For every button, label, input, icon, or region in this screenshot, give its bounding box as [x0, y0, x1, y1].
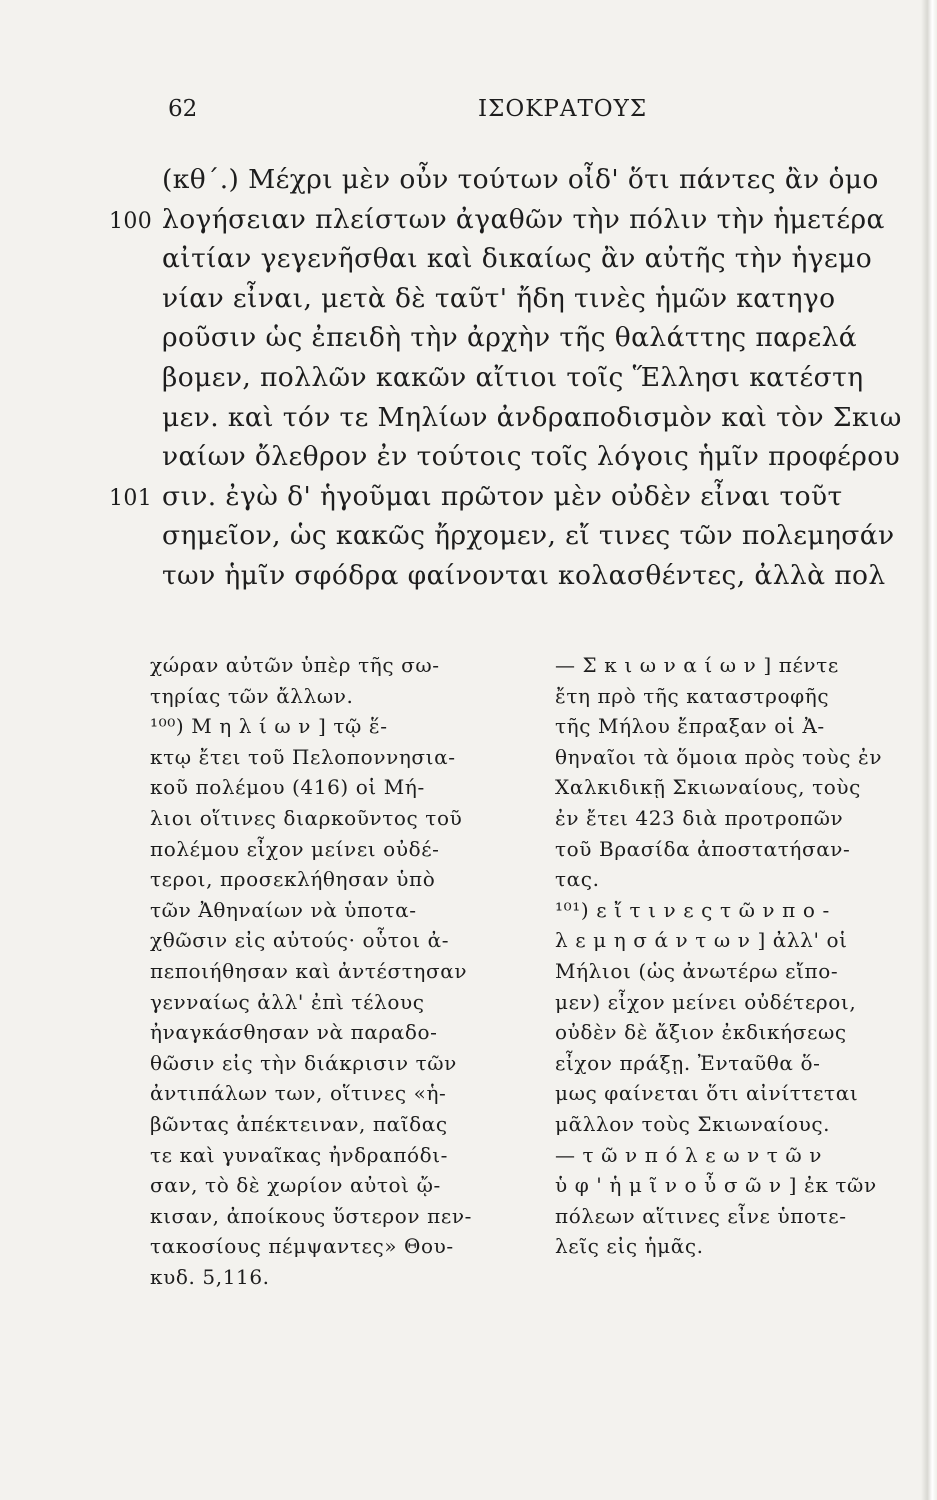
footnote-line: εἶχον πράξῃ. Ἐνταῦθα ὅ-	[555, 1050, 821, 1075]
main-text-line-content: σιν. ἐγὼ δ' ἡγοῦμαι πρῶτον μὲν οὐδὲν εἶναι τοῦτ	[162, 480, 843, 512]
footnotes-left-column	[150, 650, 520, 1292]
footnote-line: ἔτη πρὸ τῆς καταστροφῆς	[555, 683, 830, 708]
footnote-line: — τ ῶ ν π ό λ ε ω ν τ ῶ ν	[555, 1142, 823, 1167]
footnote-line: ἀντιπάλων των, οἵτινες «ἡ-	[150, 1081, 447, 1106]
main-text-line	[109, 477, 924, 517]
footnote-line: ἐν ἔτει 423 διὰ προτροπῶν	[555, 805, 844, 830]
footnote-line: χθῶσιν εἰς αὐτούς· οὗτοι ἀ-	[150, 928, 450, 953]
footnote-line: πεποιήθησαν καὶ ἀντέστησαν	[150, 958, 468, 983]
main-text-line: νίαν εἶναι, μετὰ δὲ ταῦτ' ἤδη τινὲς ἡμῶν κατηγο	[162, 282, 836, 314]
footnote-line: τῶν Ἀθηναίων νὰ ὑποτα-	[150, 897, 417, 922]
margin-note-number-100: 100	[109, 208, 153, 234]
footnote-line: ¹⁰⁰) Μ η λ ί ω ν ] τῷ ἕ-	[150, 714, 388, 739]
margin-note-number-101: 101	[109, 485, 153, 511]
footnote-line: πόλεων αἵτινες εἶνε ὑποτε-	[555, 1203, 847, 1228]
footnote-line: μεν) εἶχον μείνει οὐδέτεροι,	[555, 989, 857, 1014]
main-text-line: ναίων ὄλεθρον ἐν τούτοις τοῖς λόγοις ἡμῖν προφέρου	[162, 441, 901, 473]
footnote-line: κτῳ ἔτει τοῦ Πελοποννησια-	[150, 744, 456, 769]
footnote-line: σαν, τὸ δὲ χωρίον αὐτοὶ ᾤ-	[150, 1173, 441, 1198]
footnote-line: θηναῖοι τὰ ὅμοια πρὸς τοὺς ἐν	[555, 744, 883, 769]
footnote-line: Χαλκιδικῇ Σκιωναίους, τοὺς	[555, 775, 861, 800]
running-head: ΙΣΟΚΡΑΤΟΥΣ	[478, 96, 648, 122]
page-header	[168, 96, 728, 136]
footnote-line: λιοι οἵτινες διαρκοῦντος τοῦ	[150, 805, 463, 830]
main-text-line: βομεν, πολλῶν κακῶν αἴτιοι τοῖς Ἕλλησι κατέστη	[162, 361, 864, 393]
main-text-line	[109, 200, 924, 240]
footnote-line: Μήλιοι (ὡς ἀνωτέρω εἴπο-	[555, 958, 839, 983]
footnote-line: οὐδὲν δὲ ἄξιον ἐκδικήσεως	[555, 1020, 847, 1045]
main-text-line: των ἡμῖν σφόδρα φαίνονται κολασθέντες, ἀλλὰ πολ	[162, 559, 886, 591]
footnote-line: μως φαίνεται ὅτι αἰνίττεται	[555, 1081, 859, 1106]
footnote-line: γενναίως ἀλλ' ἐπὶ τέλους	[150, 989, 425, 1014]
footnote-line: πολέμου εἶχον μείνει οὐδέ-	[150, 836, 440, 861]
footnote-line: βῶντας ἀπέκτειναν, παῖδας	[150, 1111, 448, 1136]
main-text-line: ροῦσιν ὡς ἐπειδὴ τὴν ἀρχὴν τῆς θαλάττης παρελά	[162, 322, 858, 354]
footnote-line: τῆς Μήλου ἔπραξαν οἱ Ἀ-	[555, 714, 825, 739]
footnote-line: τε καὶ γυναῖκας ἠνδραπόδι-	[150, 1142, 449, 1167]
footnote-line: τας.	[555, 867, 600, 892]
footnote-line: λ ε μ η σ ά ν τ ω ν ] ἀλλ' οἱ	[555, 928, 848, 953]
footnote-line: κισαν, ἀποίκους ὕστερον πεν-	[150, 1203, 472, 1228]
footnote-line: χώραν αὐτῶν ὑπὲρ τῆς σω-	[150, 653, 440, 677]
footnote-line: θῶσιν εἰς τὴν διάκρισιν τῶν	[150, 1050, 457, 1075]
footnote-line: ὑ φ ' ἡ μ ῖ ν ο ὖ σ ῶ ν ] ἐκ τῶν	[555, 1173, 877, 1198]
footnote-line: λεῖς εἰς ἡμᾶς.	[555, 1234, 704, 1259]
footnote-line: κυδ. 5,116.	[150, 1264, 270, 1289]
footnote-line: μᾶλλον τοὺς Σκιωναίους.	[555, 1111, 831, 1136]
footnote-line: ἠναγκάσθησαν νὰ παραδο-	[150, 1020, 438, 1045]
footnotes-right-column	[555, 650, 927, 1262]
footnote-line: τηρίας τῶν ἄλλων.	[150, 683, 354, 708]
footnote-line: ¹⁰¹) ε ἴ τ ι ν ε ς τ ῶ ν π ο -	[555, 897, 830, 922]
footnote-line: κοῦ πολέμου (416) οἱ Μή-	[150, 775, 425, 800]
main-text-line: μεν. καὶ τόν τε Μηλίων ἀνδραποδισμὸν καὶ τὸν Σκιω	[162, 401, 902, 433]
main-text-line: σημεῖον, ὡς κακῶς ἤρχομεν, εἴ τινες τῶν πολεμησάν	[162, 520, 895, 552]
main-text-line: αἰτίαν γεγενῆσθαι καὶ δικαίως ἂν αὐτῆς τὴν ἡγεμο	[162, 243, 873, 275]
main-text-line: (κθ΄.) Μέχρι μὲν οὖν τούτων οἶδ' ὅτι πάντες ἂν ὁμο	[162, 164, 879, 195]
footnote-line: τεροι, προσεκλήθησαν ὑπὸ	[150, 867, 436, 892]
footnote-line: τοῦ Βρασίδα ἀποστατήσαν-	[555, 836, 851, 861]
footnote-line: — Σ κ ι ω ν α ί ω ν ] πέντε	[555, 653, 839, 677]
main-text	[109, 160, 924, 596]
page-number: 62	[168, 96, 198, 122]
main-text-line-content: λογήσειαν πλείστων ἀγαθῶν τὴν πόλιν τὴν ἡμετέρα	[162, 203, 885, 235]
footnote-line: τακοσίους πέμψαντες» Θου-	[150, 1234, 454, 1259]
